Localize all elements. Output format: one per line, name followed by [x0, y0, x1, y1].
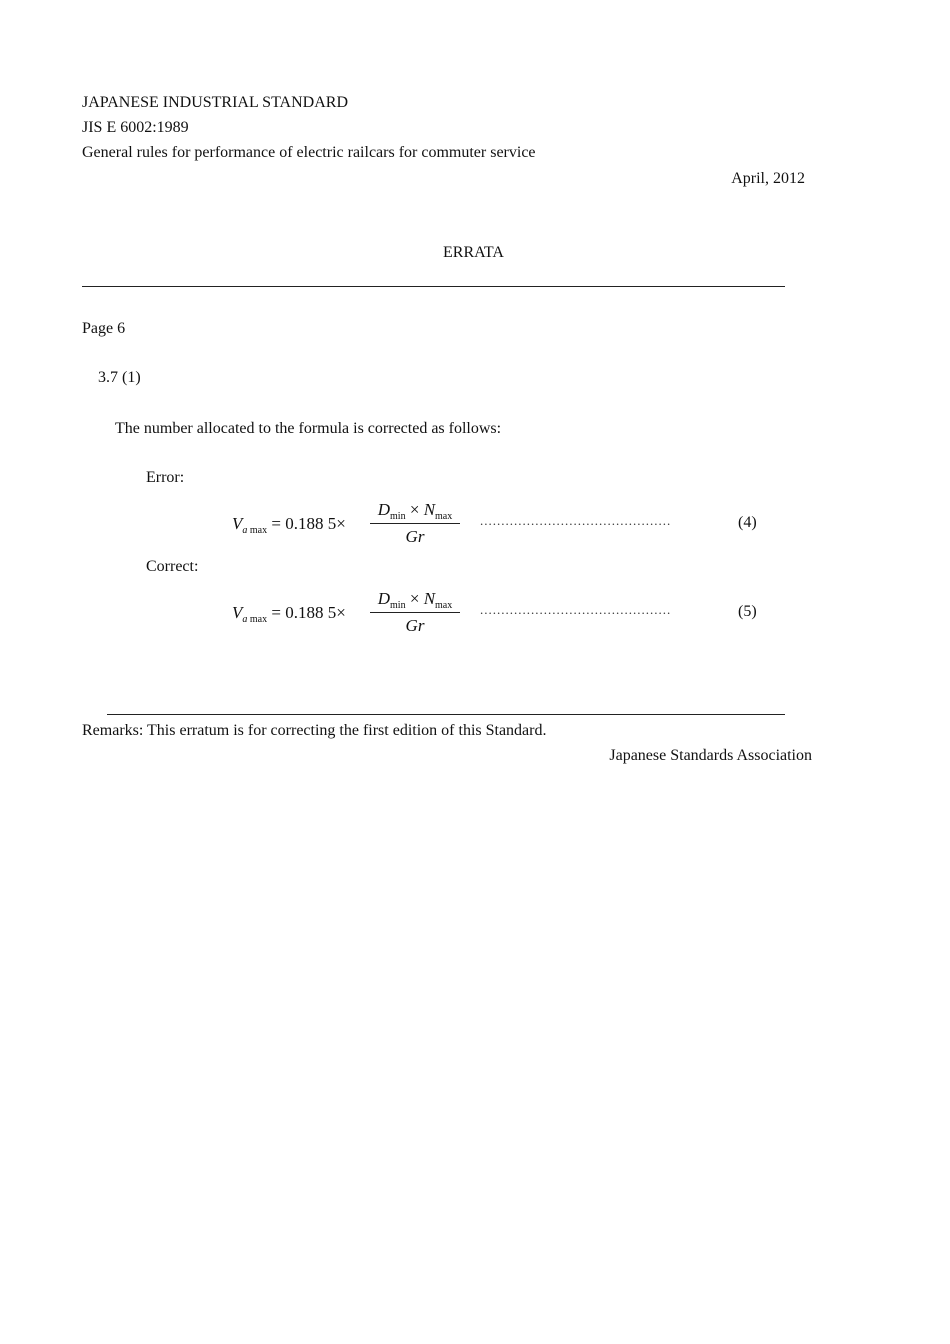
correct-formula: $V_{a max} = 0.188$ 5× $D_{min} \times N_{max}$ Gr ............................................. (5) [232, 589, 757, 635]
error-formula: $V_{a max} = 0.188$ 5× $D_{min} \times N_{max}$ Gr ............................................. (4) [232, 500, 757, 546]
standard-org: JAPANESE INDUSTRIAL STANDARD [82, 94, 348, 111]
error-label: Error: [146, 469, 185, 486]
publisher: Japanese Standards Association [609, 747, 812, 764]
correction-description: The number allocated to the formula is corrected as follows: [115, 420, 502, 437]
error-equation-number: (4) [738, 514, 757, 531]
errata-heading: ERRATA [443, 244, 504, 261]
standard-code: JIS E 6002:1989 [82, 119, 189, 136]
top-divider [82, 286, 785, 287]
page-reference: Page 6 [82, 320, 126, 337]
correct-leader: ............................................. [480, 602, 672, 617]
correct-label: Correct: [146, 558, 199, 575]
correct-equation-number: (5) [738, 603, 757, 620]
remarks: Remarks: This erratum is for correcting the first edition of this Standard. [82, 722, 547, 739]
bottom-divider [107, 714, 785, 715]
clause-reference: 3.7 (1) [98, 369, 141, 386]
standard-title: General rules for performance of electric railcars for commuter service [82, 144, 536, 161]
errata-date: April, 2012 [731, 170, 805, 187]
error-leader: ............................................. [480, 513, 672, 528]
